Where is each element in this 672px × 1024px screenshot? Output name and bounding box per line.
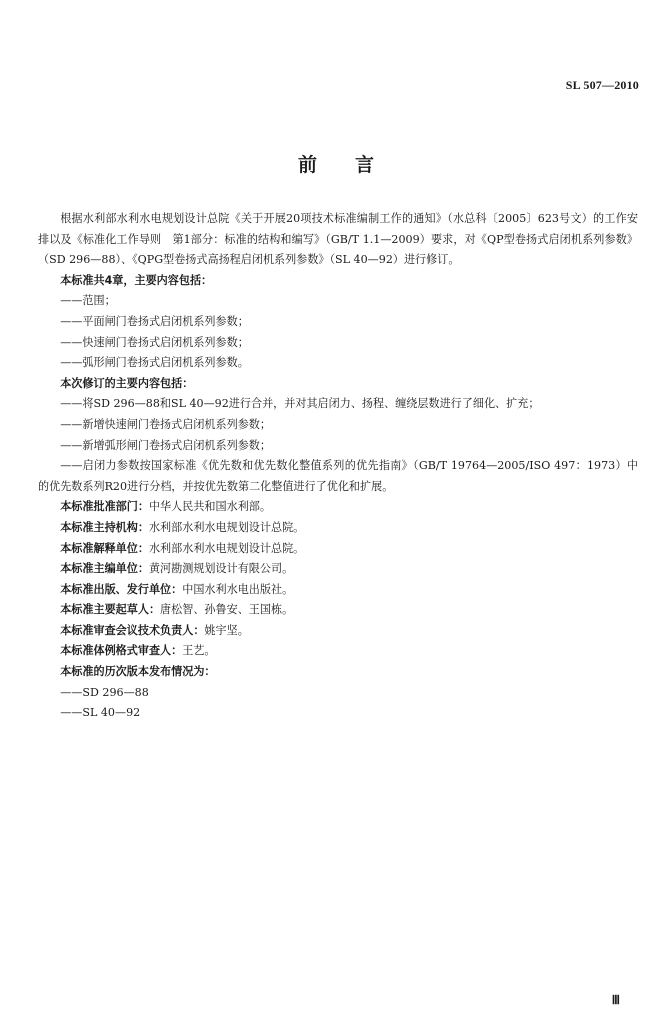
info-label: 本标准出版、发行单位： [60, 582, 183, 596]
list-item: ——新增快速闸门卷扬式启闭机系列参数； [60, 417, 271, 431]
list-item: ——弧形闸门卷扬式启闭机系列参数。 [60, 356, 249, 370]
revision-intro: 本次修订的主要内容包括： [60, 376, 194, 390]
list-item: ——平面闸门卷扬式启闭机系列参数； [60, 314, 249, 328]
info-label: 本标准主持机构： [60, 520, 149, 534]
standard-code: SL 507—2010 [565, 78, 639, 92]
info-line-drafters [38, 600, 638, 621]
info-value: 水利部水利水电规划设计总院。 [148, 520, 305, 534]
info-value: 中华人民共和国水利部。 [148, 500, 271, 514]
list-item: ——SL 40—92 [60, 706, 141, 720]
list-item: ——SD 296—88 [60, 685, 149, 699]
info-label: 本标准审查会议技术负责人： [60, 623, 205, 637]
list-item: ——启闭力参数按国家标准《优先数和优先数化整值系列的优先指南》（GB/T 19764—2005/ISO 497：1973）中的优先数系列R20进行分档，并按优先数第二化整值进行了优化和扩展。 [38, 459, 638, 493]
info-label: 本标准解释单位： [60, 541, 149, 555]
info-value: 唐松智、孙鲁安、王国栋。 [160, 603, 294, 617]
list-item: ——范围； [60, 294, 116, 308]
list-item: ——将SD 296—88和SL 40—92进行合并，并对其启闭力、扬程、缠绕层数进行了细化、扩充； [60, 397, 540, 411]
info-line-host [38, 518, 638, 539]
info-line-publisher [38, 580, 638, 601]
info-line-interpretation [38, 539, 638, 560]
info-value: 中国水利水电出版社。 [182, 582, 294, 596]
info-value: 水利部水利水电规划设计总院。 [148, 541, 305, 555]
info-line-format-reviewer [38, 641, 638, 662]
info-line-approval [38, 497, 638, 518]
list-item: ——新增弧形闸门卷扬式启闭机系列参数； [60, 438, 271, 452]
info-label: 本标准批准部门： [60, 500, 149, 514]
info-label: 本标准主要起草人： [60, 603, 161, 617]
info-label: 本标准体例格式审查人： [60, 644, 183, 658]
chapters-intro: 本标准共4章，主要内容包括： [60, 273, 213, 287]
basis-paragraph: 根据水利部水利水电规划设计总院《关于开展20项技术标准编制工作的通知》（水总科〔2005〕623号文）的工作安排以及《标准化工作导则 第1部分：标准的结构和编写》（GB/T 1.1—2009）要求，对《QP型卷扬式启闭机系列参数》（SD 296—88）、《QPG型卷扬式高扬程启闭机系列参数》（SL 40—92）进行修订。 [38, 212, 638, 267]
page-title: 前言 [297, 154, 412, 176]
list-item: ——快速闸门卷扬式启闭机系列参数； [60, 335, 249, 349]
page-number: Ⅲ [611, 993, 620, 1007]
info-line-chief-editor [38, 559, 638, 580]
info-value: 姚宇坚。 [204, 623, 249, 637]
history-intro: 本标准的历次版本发布情况为： [60, 665, 216, 679]
document-body [38, 209, 638, 724]
info-line-review-lead [38, 621, 638, 642]
info-label: 本标准主编单位： [60, 562, 149, 576]
info-value: 王艺。 [182, 644, 216, 658]
info-value: 黄河勘测规划设计有限公司。 [148, 562, 294, 576]
